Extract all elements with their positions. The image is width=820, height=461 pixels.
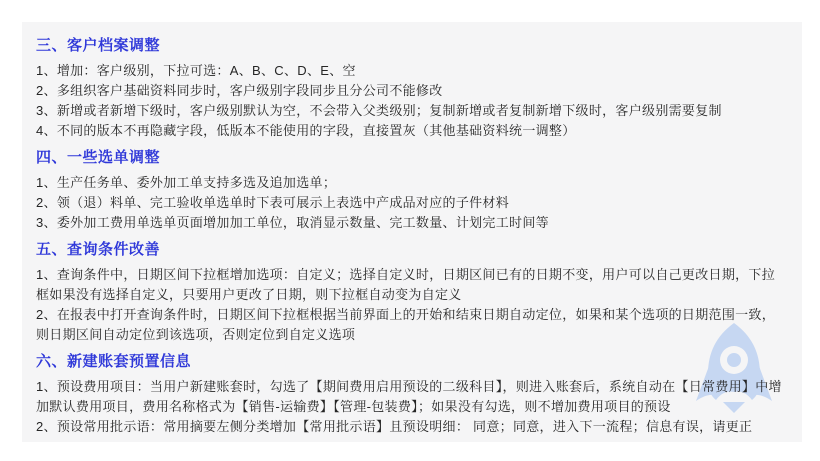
- list-item: 1、增加：客户级别，下拉可选：A、B、C、D、E、空: [36, 63, 356, 78]
- section-title: 三、客户档案调整: [36, 37, 161, 54]
- section-customer-file-adjustments: [36, 35, 788, 141]
- list-item: 3、委外加工费用单选单页面增加加工单位，取消显示数量、完工数量、计划完工时间等: [36, 215, 549, 230]
- list-item: 2、领（退）料单、完工验收单选单时下表可展示上表选中产成品对应的子件材料: [36, 195, 510, 210]
- list-item: 4、不同的版本不再隐藏字段，低版本不能使用的字段，直接置灰（其他基础资料统一调整）: [36, 123, 576, 138]
- list-item: 2、在报表中打开查询条件时，日期区间下拉框根据当前界面上的开始和结束日期自动定位，如果和某个选项的日期范围一致，则日期区间自动定位到该选项，否则定位到自定义选项: [36, 307, 776, 342]
- section-query-condition-improvements: [36, 239, 788, 345]
- sections-container: [36, 35, 788, 437]
- list-item: 1、预设费用项目：当用户新建账套时，勾选了【期间费用启用预设的二级科目】，则进入账套后，系统自动在【日常费用】中增加默认费用项目，费用名称格式为【销售-运输费】【管理-包装费】；如果没有勾选，则不增加费用项目的预设: [36, 379, 782, 414]
- section-title: 五、查询条件改善: [36, 241, 161, 258]
- section-title: 六、新建账套预置信息: [36, 353, 192, 370]
- list-item: 2、多组织客户基础资料同步时，客户级别字段同步且分公司不能修改: [36, 83, 443, 98]
- section-title: 四、一些选单调整: [36, 149, 161, 166]
- list-item: 3、新增或者新增下级时，客户级别默认为空，不会带入父类级别；复制新增或者复制新增下级时，客户级别需要复制: [36, 103, 722, 118]
- list-item: 2、预设常用批示语：常用摘要左侧分类增加【常用批示语】且预设明细： 同意；同意，进入下一流程；信息有误，请更正: [36, 419, 753, 434]
- section-menu-adjustments: [36, 147, 788, 233]
- list-item: 1、查询条件中，日期区间下拉框增加选项：自定义；选择自定义时，日期区间已有的日期不变，用户可以自己更改日期，下拉框如果没有选择自定义，只要用户更改了日期，则下拉框自动变为自定义: [36, 267, 776, 302]
- notes-panel: [22, 22, 802, 442]
- section-new-account-preset-info: [36, 351, 788, 437]
- list-item: 1、生产任务单、委外加工单支持多选及追加选单；: [36, 175, 337, 190]
